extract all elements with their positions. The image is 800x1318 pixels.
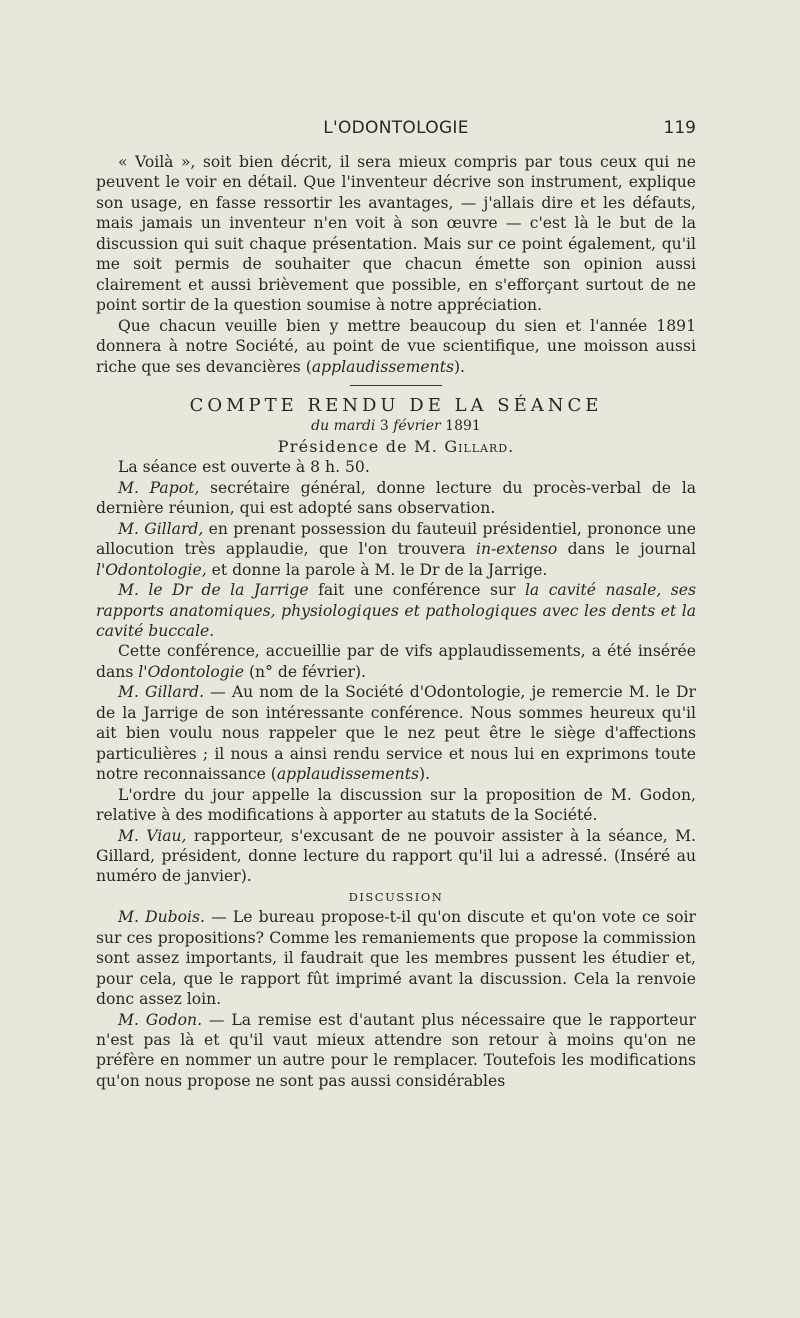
section-title: COMPTE RENDU DE LA SÉANCE <box>189 394 603 416</box>
date-year: 1891 <box>445 418 481 435</box>
presidence-prefix: Présidence de M. <box>277 436 439 456</box>
in-extenso: in-extenso <box>476 540 558 559</box>
intro-paragraph-2-text: Que chacun veuille bien y mettre beaucoup du sien et l'année 1891 donnera à notre Société, au point de vue scientifique, une moisson aussi riche que ses devancières ( <box>96 316 696 376</box>
intro-paragraph-1: « Voilà », soit bien décrit, il sera mieux compris par tous ceux qui ne peuvent le voir en détail. Que l'inventeur décrive son instrument, explique son usage, en fasse ressortir les avantages, — j'allais dire et les défauts, mais jamais un inventeur n'en voit à son œuvre — c'est là le but de la discussion qui suit chaque présentation. Mais sur ce point également, qu'il me soit permis de souhaiter que chacun émette son opinion aussi clairement et aussi brièvement que possible, en s'efforçant surtout de ne point sortir de la question soumise à notre appréciation. <box>96 153 696 315</box>
president-name: Gillard. <box>444 436 515 456</box>
speaker-gillard-2: M. Gillard. <box>118 683 205 702</box>
gillard2-text-b: ). <box>418 765 431 784</box>
gillard-paragraph-1 <box>96 519 696 580</box>
body-text <box>96 152 696 1091</box>
running-title: L'ODONTOLOGIE <box>323 118 469 138</box>
presidence-line <box>96 437 696 457</box>
speaker-dubois: M. Dubois. <box>118 908 205 927</box>
section-divider <box>350 385 442 386</box>
conference-topic: la cavité nasale, ses rapports anatomiques, physiologiques et pathologiques avec les dents et la cavité buccale. <box>96 581 696 640</box>
speaker-viau: M. Viau, <box>118 826 187 845</box>
speaker-papot: M. Papot, <box>118 478 200 497</box>
gillard1-text-a: en prenant possession du fauteuil présidentiel, prononce une allocution très applaudie, que l'on trouvera <box>96 519 696 559</box>
speaker-gillard: M. Gillard, <box>118 519 204 538</box>
journal-title: l'Odontologie, <box>96 560 207 579</box>
date-day: 3 <box>379 418 389 435</box>
date-prefix: du mardi <box>311 418 376 435</box>
gillard1-text-c: et donne la parole à M. le Dr de la Jarrige. <box>206 560 548 579</box>
dubois-paragraph <box>96 907 696 1009</box>
conference-text-b: (n° de février). <box>244 662 366 681</box>
applause-note-2: applaudissements <box>276 765 419 784</box>
conference-text-a: Cette conférence, accueillie par de vifs applaudissements, a été insérée dans <box>96 642 696 681</box>
applause-note: applaudissements <box>311 357 454 376</box>
jarrige-paragraph <box>96 580 696 641</box>
discussion-heading: DISCUSSION <box>348 889 444 904</box>
conference-journal: l'Odontologie <box>138 662 244 681</box>
godon-paragraph <box>96 1010 696 1092</box>
papot-paragraph <box>96 478 696 519</box>
dubois-text: — Le bureau propose-t-il qu'on discute et qu'on vote ce soir sur ces propositions? Comme les remaniements que propose la commission sont assez importants, il faudrait que les membres pussent les étudier et, pour cela, que le rapport fût imprimé avant la discussion. Cela la renvoie donc assez loin. <box>96 908 696 1009</box>
section-date <box>96 416 696 436</box>
gillard1-text-b: dans le journal <box>557 540 696 559</box>
speaker-godon: M. Godon. <box>118 1010 203 1029</box>
conference-paragraph <box>96 641 696 682</box>
papot-text: secrétaire général, donne lecture du procès-verbal de la dernière réunion, qui est adopté sans observation. <box>96 478 696 518</box>
gillard-paragraph-2 <box>96 682 696 784</box>
godon-text: — La remise est d'autant plus nécessaire que le rapporteur n'est pas là et qu'il vaut mieux attendre son retour à moins qu'on ne préfère en nommer un autre pour le remplacer. Toutefois les modifications qu'on nous propose ne sont pas aussi considérables <box>96 1010 696 1090</box>
date-month: février <box>393 418 441 435</box>
gillard2-text-a: — Au nom de la Société d'Odontologie, je remercie M. le Dr de la Jarrige de son intéressante conférence. Nous sommes heureux qu'il ait bien voulu nous rappeler que le nez peut être le siège d'affections particulières ; il nous a ainsi rendu service et nous lui en exprimons toute notre reconnaissance ( <box>96 683 696 784</box>
page-number: 119 <box>663 118 696 138</box>
intro-paragraph-2 <box>96 316 696 377</box>
ordre-paragraph: L'ordre du jour appelle la discussion sur la proposition de M. Godon, relative à des modifications à apporter au statuts de la Société. <box>96 785 696 825</box>
page-header <box>96 118 696 144</box>
jarrige-text: fait une conférence sur <box>308 581 525 600</box>
viau-text: rapporteur, s'excusant de ne pouvoir assister à la séance, M. Gillard, président, donne lecture du rapport qu'il lui a adressé. (Inséré au numéro de janvier). <box>96 826 697 886</box>
viau-paragraph <box>96 826 696 887</box>
intro-paragraph-2-end: ). <box>453 357 466 376</box>
opening-line: La séance est ouverte à 8 h. 50. <box>118 458 370 477</box>
speaker-jarrige: M. le Dr de la Jarrige <box>118 581 309 600</box>
